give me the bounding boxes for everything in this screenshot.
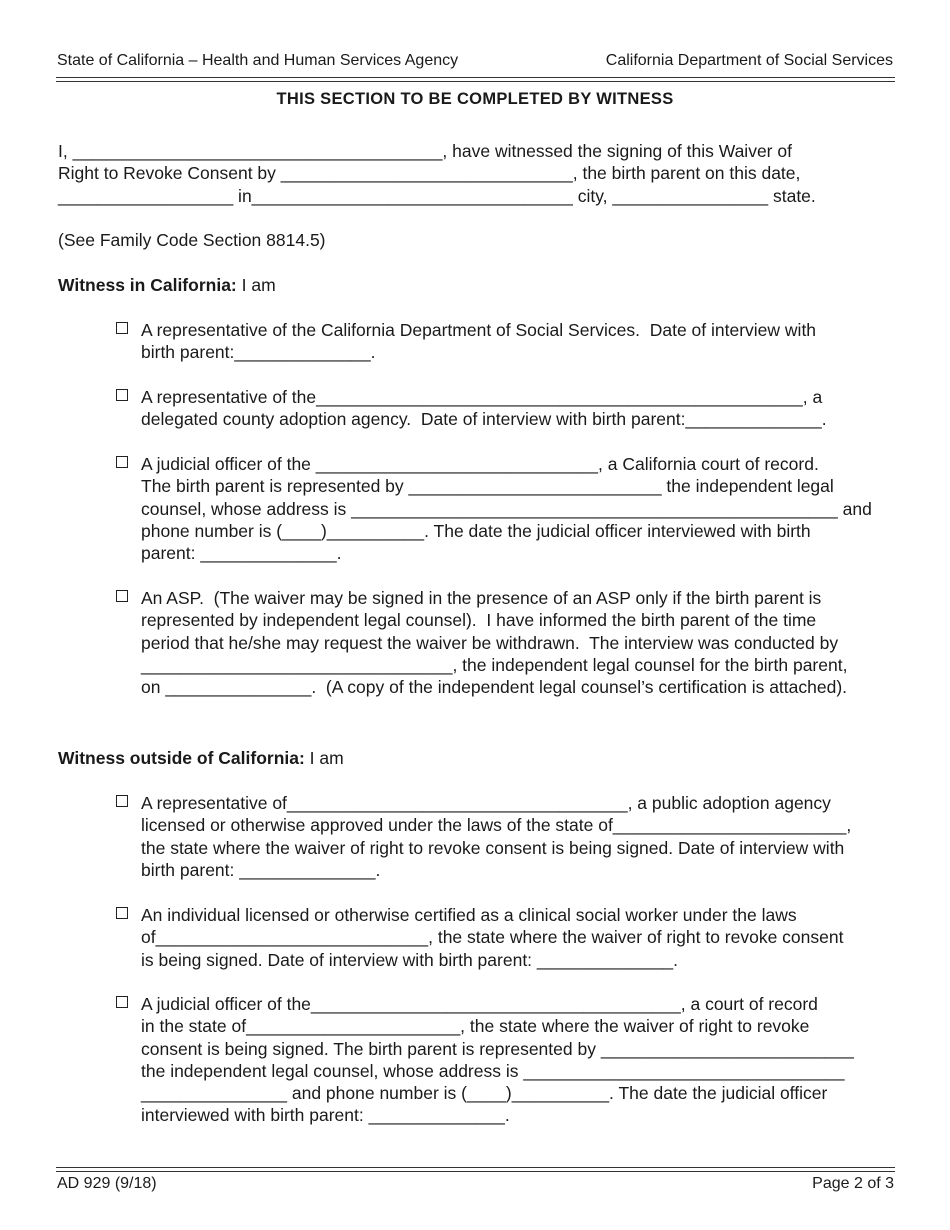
checkbox[interactable] <box>116 389 128 401</box>
checkbox[interactable] <box>116 795 128 807</box>
option-text: A judicial officer of the _____________________________, a California court of record. The birth parent is represented by __________________________ the independent legal counsel, whose address is __________________________________________________ and phone number is (____)__________. The date the judicial officer interviewed with birth parent: ______________. <box>141 454 872 564</box>
option-text: A judicial officer of the______________________________________, a court of record in the state of______________________, the state where the waiver of right to revoke consent is being signed. The birth parent is represented by __________________________ the independent legal counsel, whose address is _________________________________ _______________ and phone number is (____)__________. The date the judicial officer interviewed with birth parent: ______________. <box>141 994 854 1126</box>
page-footer <box>57 1175 894 1193</box>
option-text: An ASP. (The waiver may be signed in the presence of an ASP only if the birth parent is represented by independent legal counsel). I have informed the birth parent of the time period that he/she may request the waiver be withdrawn. The interview was conducted by ________________________________, the independent legal counsel for the birth parent, on _______________. (A copy of the independent legal counsel’s certification is attached). <box>141 588 848 698</box>
footer-rule-bottom <box>56 1171 895 1172</box>
header-rule-top <box>56 77 895 78</box>
form-id: AD 929 (9/18) <box>57 1175 157 1192</box>
footer-rule-top <box>56 1167 895 1168</box>
section-title: THIS SECTION TO BE COMPLETED BY WITNESS <box>276 90 674 108</box>
checkbox[interactable] <box>116 456 128 468</box>
outside-california-heading: Witness outside of California: I am <box>58 748 344 768</box>
checkbox[interactable] <box>116 590 128 602</box>
checkbox[interactable] <box>116 322 128 334</box>
agency-label: State of California – Health and Human Services Agency <box>57 52 459 69</box>
california-heading: Witness in California: I am <box>58 275 276 295</box>
witness-statement: I, ______________________________________, have witnessed the signing of this Waiver of Right to Revoke Consent by ______________________________, the birth parent on this date, __________________ in_________________________________ city, ________________ state. <box>58 141 816 206</box>
department-label: California Department of Social Services <box>605 52 893 69</box>
family-code-note: (See Family Code Section 8814.5) <box>58 230 326 250</box>
checkbox[interactable] <box>116 907 128 919</box>
checkbox[interactable] <box>116 996 128 1008</box>
option-text: A representative of the__________________________________________________, a delegated county adoption agency. Date of interview with birth parent:______________. <box>141 387 827 430</box>
option-text: A representative of the California Department of Social Services. Date of interview with birth parent:______________. <box>141 320 817 363</box>
header-rule-bottom <box>56 81 895 82</box>
option-text: An individual licensed or otherwise certified as a clinical social worker under the laws of____________________________, the state where the waiver of right to revoke consent is being signed. Date of interview with birth parent: ______________. <box>141 905 844 970</box>
page-header <box>57 52 893 70</box>
page-number: Page 2 of 3 <box>812 1175 894 1192</box>
option-text: A representative of___________________________________, a public adoption agency licensed or otherwise approved under the laws of the state of________________________, the state where the waiver of right to revoke consent is being signed. Date of interview with birth parent: ______________. <box>141 793 852 880</box>
